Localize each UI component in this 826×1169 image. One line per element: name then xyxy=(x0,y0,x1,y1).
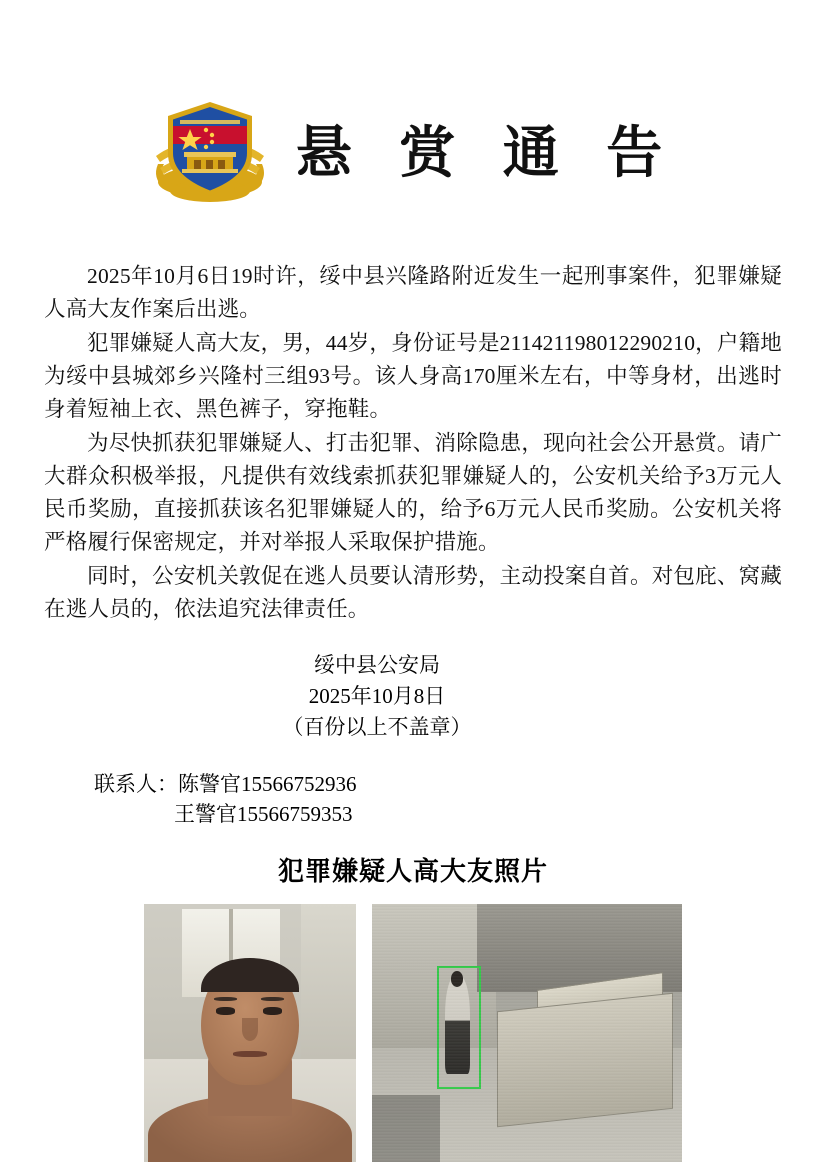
signature-date: 2025年10月8日 xyxy=(308,684,446,708)
contact-label: 联系人： xyxy=(94,772,178,796)
suspect-portrait-photo xyxy=(144,904,356,1162)
cctv-shadow-area xyxy=(372,1095,440,1162)
cctv-highlight-box xyxy=(437,966,481,1089)
contact-block xyxy=(34,769,792,829)
page-title: 悬 赏 通 告 xyxy=(295,120,677,186)
cctv-material-stack xyxy=(497,993,673,1127)
signature-note: （百份以上不盖章） xyxy=(282,715,472,739)
paragraph-4: 同时，公安机关敦促在逃人员要认清形势，主动投案自首。对包庇、窝藏在逃人员的，依法追究法律责任。 xyxy=(44,564,782,621)
police-emblem-icon xyxy=(150,96,270,214)
contact-phone-2: 王警官15566759353 xyxy=(174,802,353,826)
notice-body xyxy=(34,260,792,626)
signature-issuer: 绥中县公安局 xyxy=(314,653,440,677)
photo-caption: 犯罪嫌疑人高大友照片 xyxy=(277,857,548,886)
contact-row-1 xyxy=(94,769,792,799)
portrait-eye-right xyxy=(263,1007,282,1015)
photo-gallery xyxy=(34,904,792,1162)
signature-block xyxy=(34,650,792,743)
contact-phone-1: 陈警官15566752936 xyxy=(178,772,357,796)
paragraph-2: 犯罪嫌疑人高大友，男，44岁，身份证号是211421198012290210，户籍地为绥中县城郊乡兴隆村三组93号。该人身高170厘米左右，中等身材，出逃时身着短袖上衣、黑色裤子，穿拖鞋。 xyxy=(44,331,782,421)
paragraph-3: 为尽快抓获犯罪嫌疑人、打击犯罪、消除隐患，现向社会公开悬赏。请广大群众积极举报，凡提供有效线索抓获犯罪嫌疑人的，公安机关给予3万元人民币奖励，直接抓获该名犯罪嫌疑人的，给予6万元人民币奖励。公安机关将严格履行保密规定，并对举报人采取保护措施。 xyxy=(44,431,782,554)
contact-row-2 xyxy=(94,799,792,829)
portrait-brow-left xyxy=(214,997,237,1001)
portrait-wall-right xyxy=(301,904,356,1064)
surveillance-photo xyxy=(372,904,682,1162)
portrait-nose xyxy=(242,1018,259,1041)
portrait-brow-right xyxy=(261,997,284,1001)
portrait-mouth xyxy=(233,1051,267,1057)
portrait-eye-left xyxy=(216,1007,235,1015)
paragraph-1: 2025年10月6日19时许，绥中县兴隆路附近发生一起刑事案件，犯罪嫌疑人高大友作案后出逃。 xyxy=(44,264,782,321)
poster-header xyxy=(34,0,792,214)
